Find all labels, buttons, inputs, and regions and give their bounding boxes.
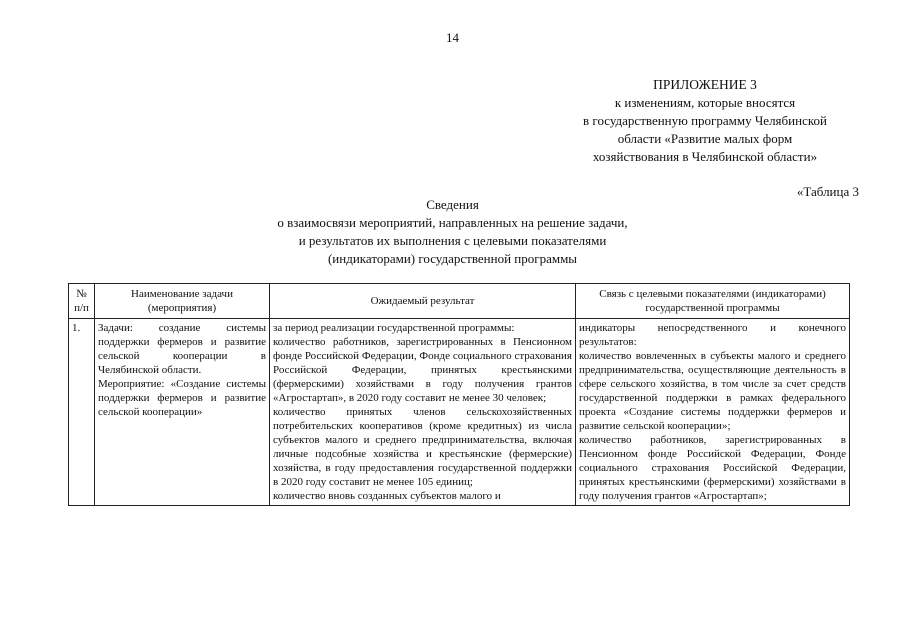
- appendix-line: области «Развитие малых форм: [617, 131, 793, 146]
- caption-line: и результатов их выполнения с целевыми показателями: [298, 233, 607, 248]
- appendix-line: к изменениям, которые вносятся: [614, 95, 796, 110]
- link-paragraph: индикаторы непосредственного и конечного результатов:: [579, 322, 846, 348]
- result-paragraph: за период реализации государственной программы:: [273, 322, 515, 334]
- table-caption: [0, 196, 905, 268]
- result-paragraph: количество принятых членов сельскохозяйственных потребительских кооперативов (кроме кредитных) из числа субъектов малого и среднего предпринимательства, включая личные подсобные хозяйства и крестьянские (фермерские) хозяйства, в году предоставления государственной поддержки в 2020 году составит не менее 105 единиц;: [273, 406, 572, 488]
- header-task: Наименование задачи (мероприятия): [95, 284, 270, 319]
- link-paragraph: количество вовлеченных в субъекты малого и среднего предпринимательства, осуществляющие деятельность в сфере сельского хозяйства, в том числе за счет средств государственной поддержки в рамках федерального проекта «Создание системы поддержки фермеров и развитие сельской кооперации»;: [579, 350, 846, 432]
- cell-result: [270, 319, 576, 506]
- header-num: № п/п: [69, 284, 95, 319]
- caption-heading: Сведения: [426, 197, 479, 212]
- cell-num: 1.: [69, 319, 95, 506]
- appendix-block: [540, 76, 870, 166]
- caption-line: о взаимосвязи мероприятий, направленных на решение задачи,: [277, 215, 628, 230]
- table-header-row: [69, 284, 850, 319]
- task-paragraph: Задачи: создание системы поддержки фермеров и развитие сельской кооперации в Челябинской области.: [98, 322, 266, 376]
- link-paragraph: количество работников, зарегистрированных в Пенсионном фонде Российской Федерации, Фонде социального страхования Российской Федерации, принятых крестьянскими (фермерскими) хозяйствами в году получения грантов «Агростартап»;: [579, 434, 846, 502]
- appendix-line: в государственную программу Челябинской: [583, 113, 827, 128]
- caption-line: (индикаторами) государственной программы: [327, 251, 578, 266]
- page-number: 14: [446, 30, 459, 45]
- appendix-title: ПРИЛОЖЕНИЕ 3: [653, 77, 757, 92]
- header-result: Ожидаемый результат: [270, 284, 576, 319]
- result-paragraph: количество работников, зарегистрированных в Пенсионном фонде Российской Федерации, Фонде социального страхования Российской Федерации, принятых крестьянскими (фермерскими) хозяйствами в году получения грантов «Агростартап», в 2020 году составит не менее 30 человек;: [273, 336, 572, 404]
- cell-task: [95, 319, 270, 506]
- header-link: Связь с целевыми показателями (индикаторами) государственной программы: [576, 284, 850, 319]
- appendix-line: хозяйствования в Челябинской области»: [592, 149, 818, 164]
- cell-link: [576, 319, 850, 506]
- table-reference: «Таблица 3: [796, 184, 859, 199]
- table-row: [69, 319, 850, 506]
- result-paragraph: количество вновь созданных субъектов малого и: [273, 490, 501, 502]
- relations-table: [68, 283, 850, 506]
- task-paragraph: Мероприятие: «Создание системы поддержки фермеров и развитие сельской кооперации»: [98, 378, 266, 418]
